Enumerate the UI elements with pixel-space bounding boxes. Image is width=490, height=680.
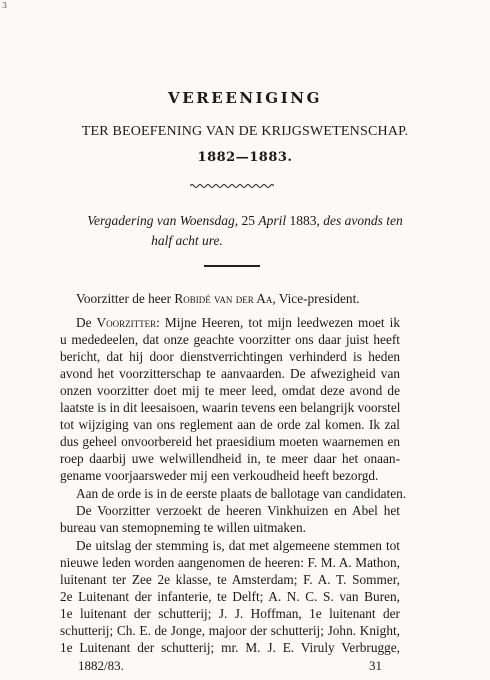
body-line: u mededeelen, dat onze geachte voorzitter ons daar juist heeft	[60, 332, 400, 347]
page-number: 31	[369, 658, 382, 673]
body-line: onzen voorzitter doet mij te meer leed, omdat deze avond de	[60, 383, 400, 398]
body-line: luitenant ter Zee 2e klasse, te Amsterdam; F. A. T. Sommer,	[60, 572, 400, 587]
body-line: nieuwe leden worden aangenomen de heeren: F. M. A. Mathon,	[60, 555, 400, 570]
society-title: VEREENIGING	[167, 89, 323, 107]
body-line	[76, 314, 400, 331]
body-line: 1e luitenant der schutterij; J. J. Hoffman, 1e luitenant der	[60, 606, 400, 621]
chair-name: Robidé van der Aa	[174, 291, 273, 306]
body-line: bericht, dat hij door dienstverrichtingen verhinderd is heden	[60, 349, 400, 364]
meeting-date-day: 25	[238, 213, 259, 228]
body-line: tot wijziging van ons reglement aan de orde zal komen. Ik zal	[60, 417, 400, 432]
meeting-month: April	[258, 213, 287, 228]
body-line: schutterij; Ch. E. de Jonge, majoor der schutterij; John. Knight,	[60, 623, 400, 638]
chair-suffix: , Vice-president.	[272, 291, 360, 306]
body-line: avond het voorzitterschap te aanvaarden. De afwezigheid van	[60, 366, 400, 381]
chair-prefix: Voorzitter de heer	[76, 291, 175, 306]
society-subtitle: TER BEOEFENING VAN DE KRIJGSWETENSCHAP.	[81, 124, 409, 139]
ornament-rule	[190, 182, 274, 190]
volume-label: 1882/83.	[78, 658, 124, 673]
body-line: bureau van stemopneming te willen uitmaken.	[60, 520, 306, 535]
meeting-line-1	[0, 213, 490, 229]
meeting-year: 1883,	[286, 213, 324, 228]
body-line: De uitslag der stemming is, dat met algemeene stemmen tot	[76, 538, 400, 553]
season-years: 1882—1883.	[197, 150, 293, 165]
speech-prefix: De	[76, 315, 97, 330]
body-line: roep daarbij uwe welwillendheid in, te meer daar het onaan-	[60, 451, 400, 466]
body-line: Aan de orde is in de eerste plaats de ballotage van candidaten.	[76, 486, 407, 501]
speaker-name: Voorzitter	[96, 315, 157, 330]
body-line: gename voorjaarsweder mij een verkoudheid heeft bezorgd.	[60, 468, 379, 483]
body-line: dus geheel onvoorbereid het praesidium moeten waarnemen en	[60, 434, 400, 449]
meeting-time-part: des avonds ten	[323, 213, 403, 228]
body-line-chair	[76, 290, 400, 307]
body-line: laatste is in dit leesaisoen, waarin tevens een belangrijk voorstel	[60, 400, 401, 415]
body-line: 1e Luitenant der schutterij; mr. M. J. E. Viruly Verbrugge,	[60, 640, 400, 655]
body-line: De Voorzitter verzoekt de heeren Vinkhuizen en Abel het	[76, 503, 400, 518]
meeting-day: Vergadering van Woensdag,	[87, 213, 239, 228]
meeting-line-2: half acht ure.	[151, 233, 223, 248]
body-line: 2e Luitenant der infanterie, te Delft; A. N. C. S. van Buren,	[60, 589, 400, 604]
section-rule	[204, 265, 260, 267]
speech-text: : Mijne Heeren, tot mijn leedwezen moet ik	[156, 315, 400, 330]
corner-mark: 3	[2, 1, 8, 10]
